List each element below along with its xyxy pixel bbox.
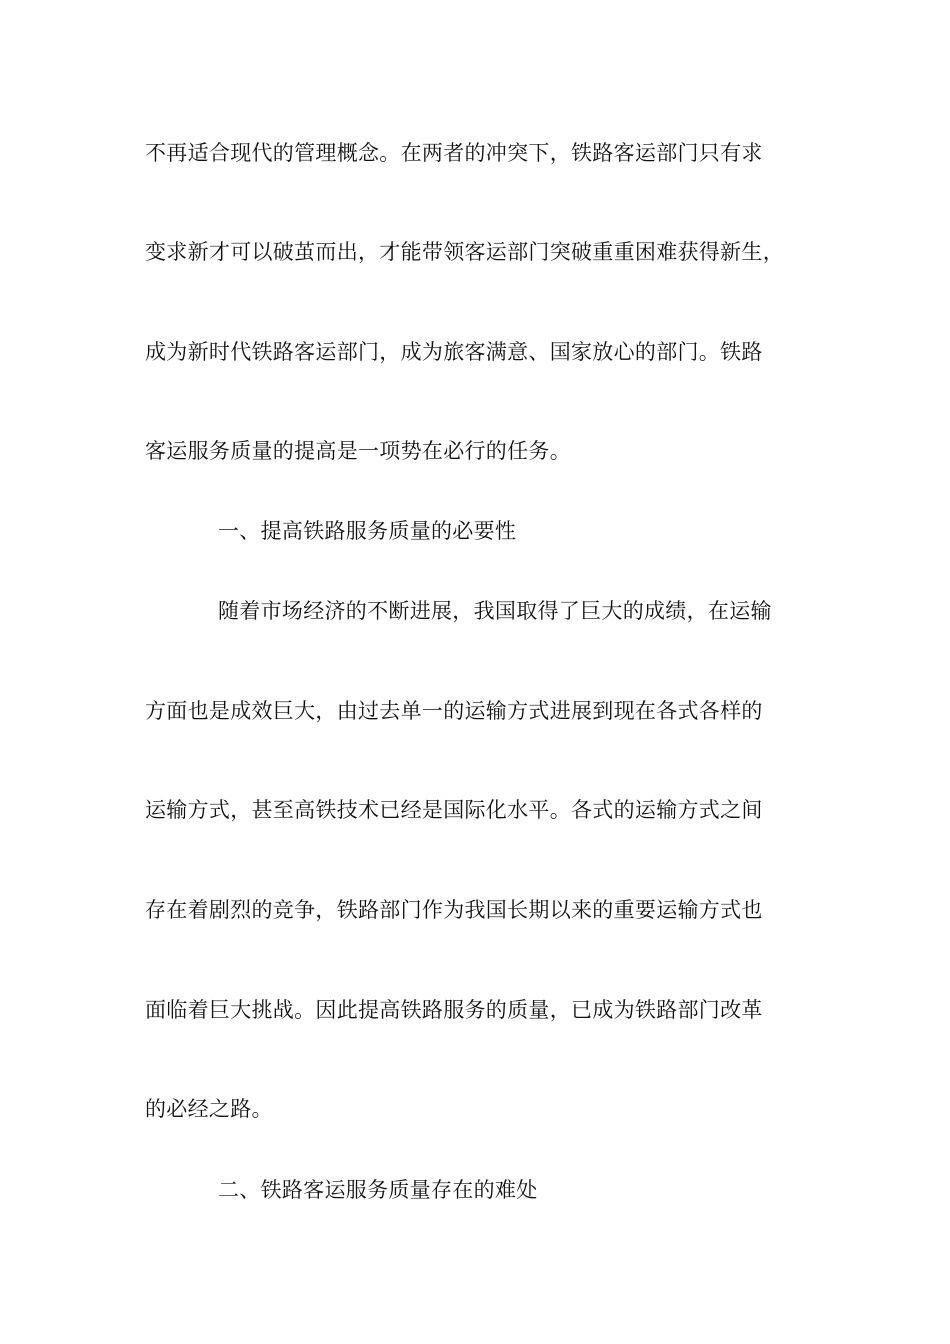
paragraph-line: 成为新时代铁路客运部门，成为旅客满意、国家放心的部门。铁路	[145, 340, 763, 364]
paragraph-line: 变求新才可以破茧而出，才能带领客运部门突破重重困难获得新生，	[145, 240, 784, 264]
paragraph-line: 存在着剧烈的竞争，铁路部门作为我国长期以来的重要运输方式也	[145, 898, 763, 922]
paragraph-line: 的必经之路。	[145, 1097, 273, 1121]
paragraph-line: 面临着巨大挑战。因此提高铁路服务的质量，已成为铁路部门改革	[145, 998, 763, 1022]
paragraph-line: 运输方式，甚至高铁技术已经是国际化水平。各式的运输方式之间	[145, 798, 763, 822]
paragraph-line: 方面也是成效巨大，由过去单一的运输方式进展到现在各式各样的	[145, 699, 763, 723]
paragraph-line: 随着市场经济的不断进展，我国取得了巨大的成绩，在运输	[218, 599, 772, 623]
section-heading-1: 一、提高铁路服务质量的必要性	[218, 519, 517, 543]
paragraph-line: 不再适合现代的管理概念。在两者的冲突下，铁路客运部门只有求	[145, 141, 763, 165]
section-heading-2: 二、铁路客运服务质量存在的难处	[218, 1178, 538, 1202]
paragraph-line: 客运服务质量的提高是一项势在必行的任务。	[145, 439, 571, 463]
